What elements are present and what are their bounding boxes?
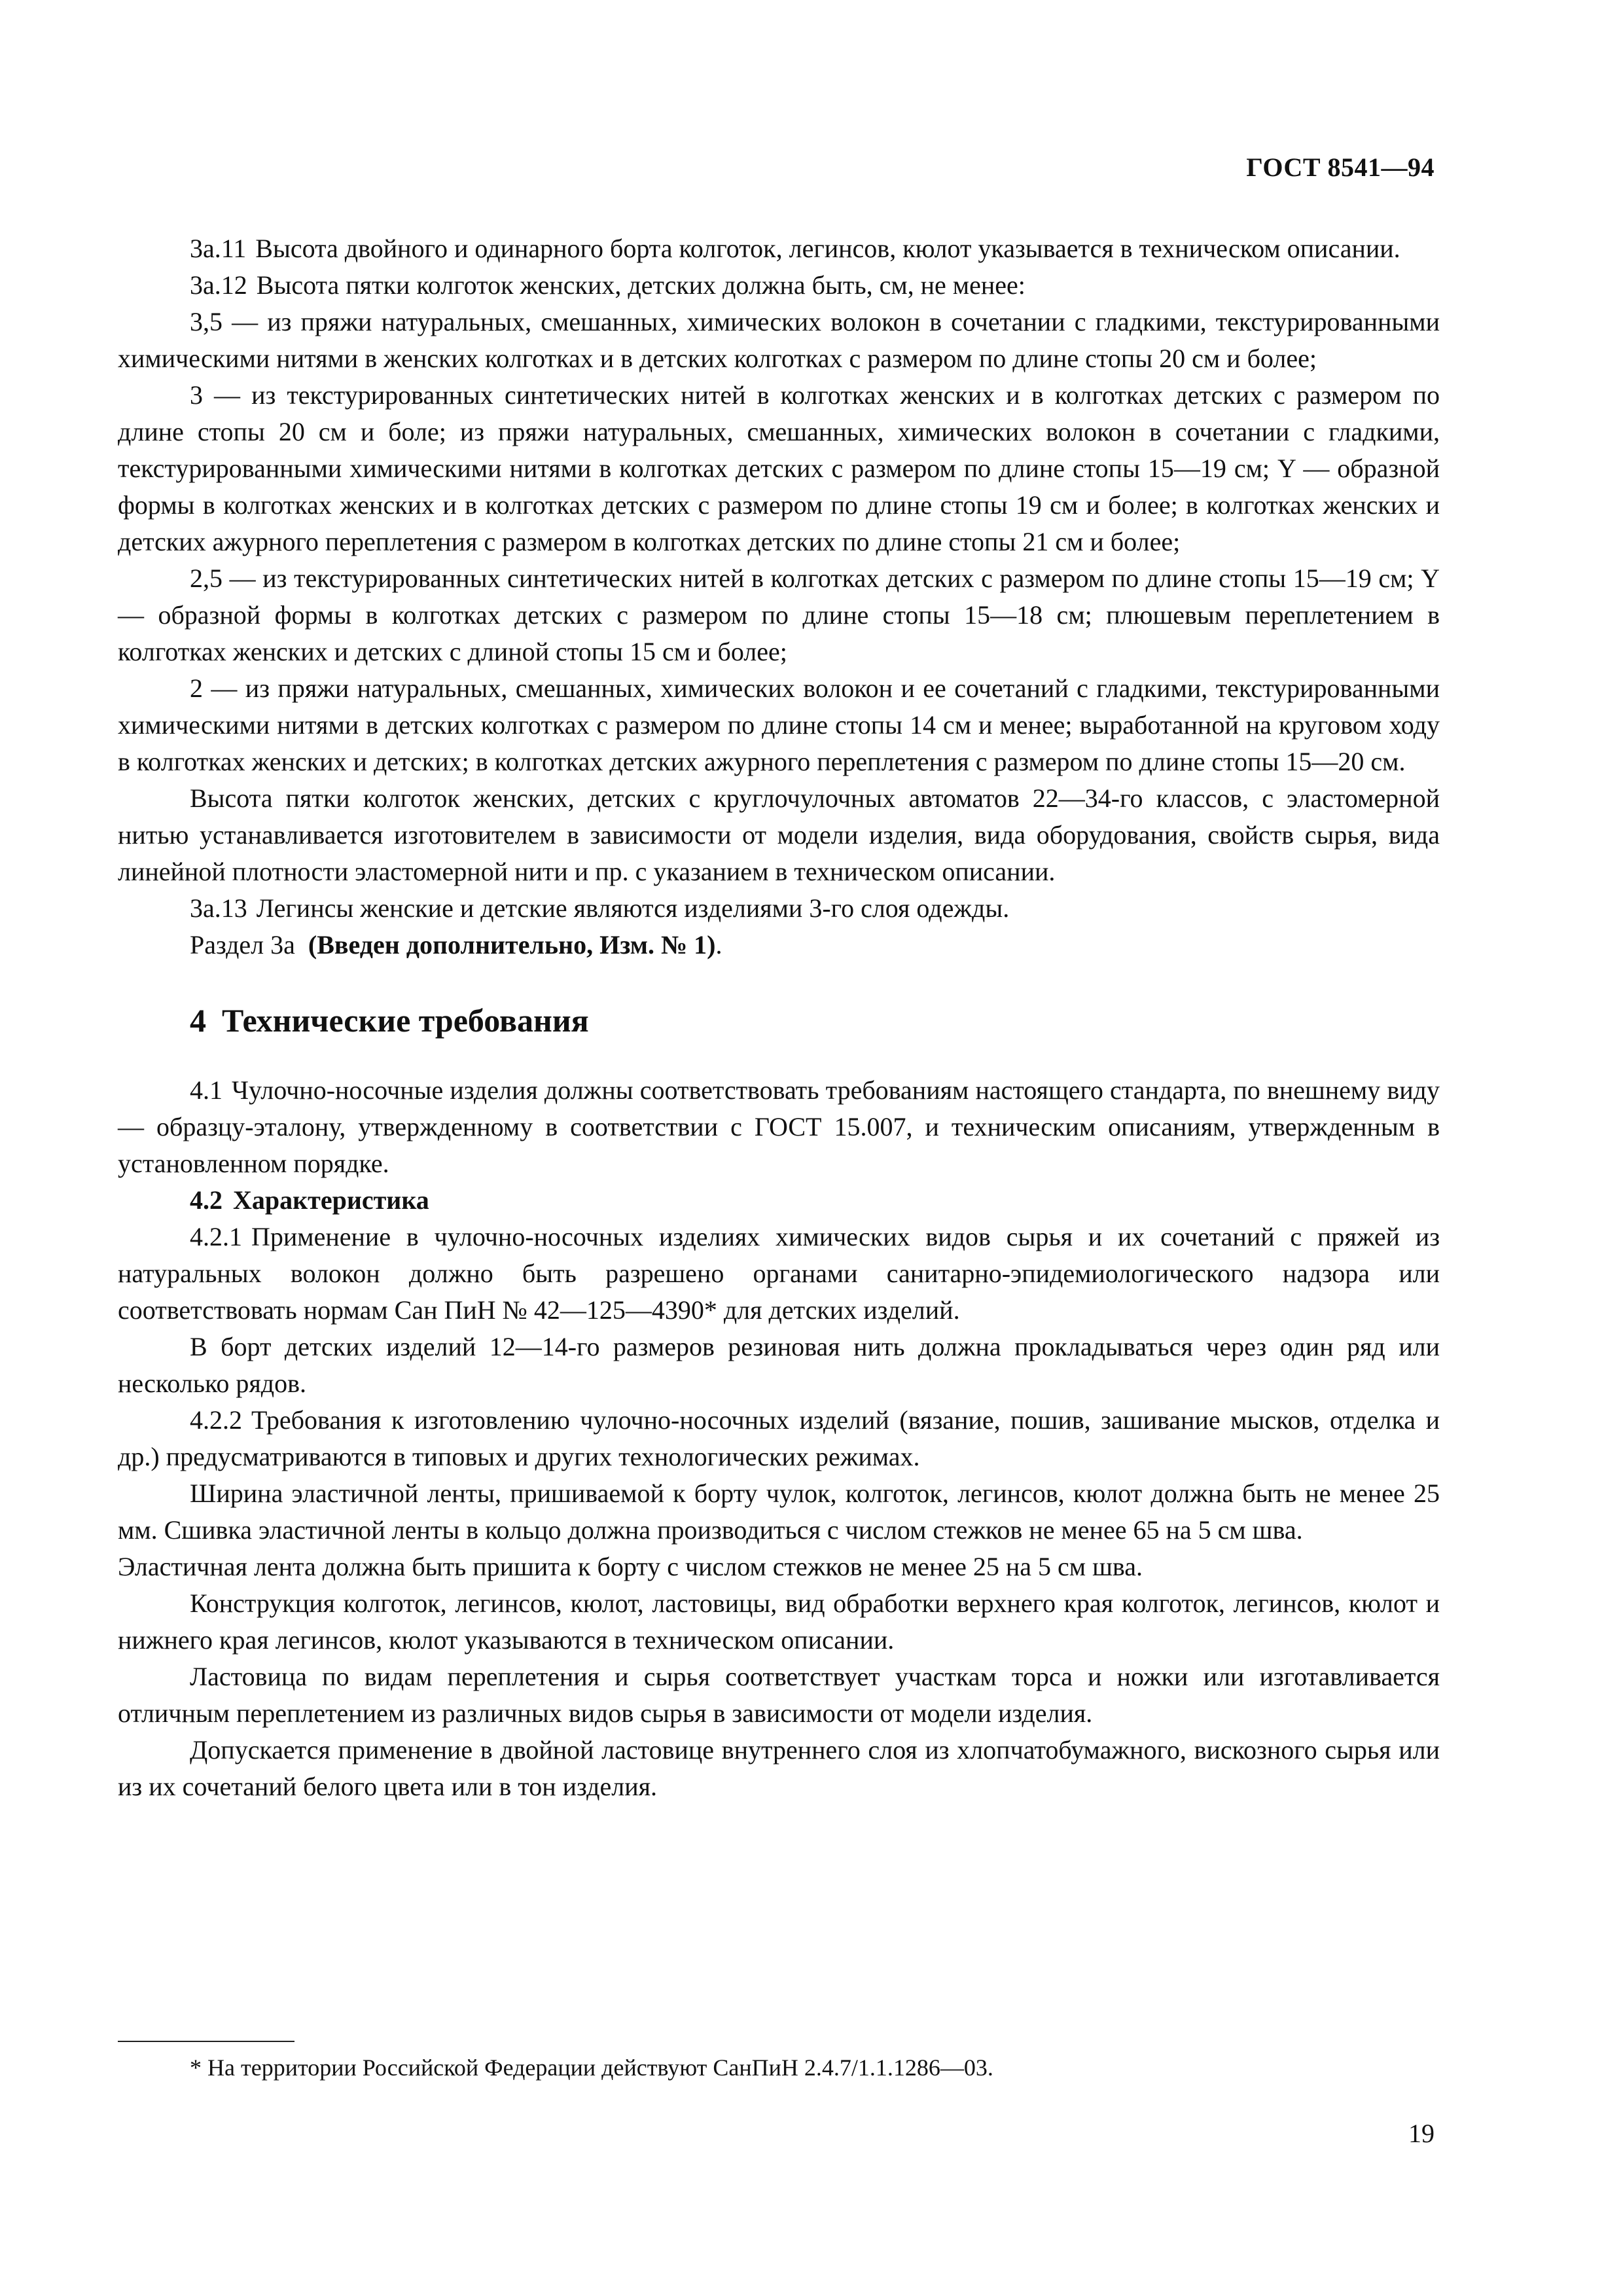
clause-text: Высота двойного и одинарного борта колготок, легинсов, кюлот указывается в техническом описании. [255,234,1400,263]
gusset-paragraph: Ластовица по видам переплетения и сырья соответствует участкам торса и ножки или изготавливается отличным переплетением из различных видов сырья в зависимости от модели изделия. [118,1662,1440,1728]
clause-4-2-2 [118,1402,1440,1475]
elastic-tape-width-paragraph: Ширина эластичной ленты, пришиваемой к борту чулок, колготок, легинсов, кюлот должна быть не менее 25 мм. Сшивка эластичной ленты в кольцо должна производиться с числом стежков не менее 65 на 5 см шва. [118,1479,1440,1545]
clause-number: 4.2.1 [190,1222,242,1251]
note-suffix: . [715,930,722,960]
heel-height-automats: Высота пятки колготок женских, детских с круглочулочных автоматов 22—34-го классов, с эластомерной нитью устанавливается изготовителем в зависимости от модели изделия, вида оборудования, свойств сырья, вида линейной плотности эластомерной нити и пр. с указанием в техническом описании. [118,783,1440,886]
construction-paragraph: Конструкция колготок, легинсов, кюлот, ластовицы, вид обработки верхнего края колготок, легинсов, кюлот и нижнего края легинсов, кюлот указываются в техническом описании. [118,1588,1440,1655]
section-title: Технические требования [222,1002,589,1039]
clause-4-1 [118,1072,1440,1182]
clause-number: 3а.13 [190,893,247,923]
clause-text: Применение в чулочно-носочных изделиях химических видов сырья и их сочетаний с пряжей из натуральных волокон должно быть разрешено органами санитарно-эпидемиологического надзора или соответствовать нормам Сан ПиН № 42—125—4390* для детских изделий. [118,1222,1440,1325]
section-3a-note [118,927,1440,963]
page-content [118,230,1440,1805]
rubber-thread-paragraph: В борт детских изделий 12—14-го размеров резиновая нить должна прокладываться через один ряд или несколько рядов. [118,1332,1440,1398]
subsection-heading [118,1182,1440,1219]
clause-text: Высота пятки колготок женских, детских должна быть, см, не менее: [256,270,1026,300]
footnote-divider [118,2041,294,2042]
clause-text: Легинсы женские и детские являются изделиями 3-го слоя одежды. [256,893,1010,923]
note-text: Раздел 3а [190,930,295,960]
page-number: 19 [1408,2119,1435,2148]
clause-3a-12 [118,267,1440,304]
elastic-tape-stitch-paragraph: Эластичная лента должна быть пришита к борту с числом стежков не менее 25 на 5 см шва. [118,1552,1143,1581]
subsection-number: 4.2 [190,1185,223,1215]
clause-4-2-1 [118,1219,1440,1329]
section-number: 4 [190,1002,206,1039]
clause-number: 3а.11 [190,234,247,263]
subsection-title: Характеристика [233,1185,429,1215]
document-header: ГОСТ 8541—94 [1246,152,1435,182]
heel-height-2-5: 2,5 — из текстурированных синтетических нитей в колготках детских с размером по длине стопы 15—19 см; Y — образной формы в колготках детских с размером по длине стопы 15—18 см; плюшевым переплетением в колготках женских и детских с длиной стопы 15 см и более; [118,564,1440,666]
section-heading [118,997,1440,1043]
clause-text: Требования к изготовлению чулочно-носочных изделий (вязание, пошив, зашивание мысков, отделка и др.) предусматриваются в типовых и других технологических режимах. [118,1405,1440,1471]
heel-height-2: 2 — из пряжи натуральных, смешанных, химических волокон и ее сочетаний с гладкими, текстурированными химическими нитями в детских колготках с размером по длине стопы 14 см и менее; выработанной на круговом ходу в колготках женских и детских; в колготках детских ажурного переплетения с размером по длине стопы 15—20 см. [118,673,1440,776]
clause-text: Чулочно-носочные изделия должны соответствовать требованиям настоящего стандарта, по внешнему виду — образцу-эталону, утвержденному в соответствии с ГОСТ 15.007, и техническим описаниям, утвержденным в установленном порядке. [118,1075,1440,1178]
footnote: * На территории Российской Федерации действуют СанПиН 2.4.7/1.1.1286—03. [190,2054,993,2081]
clause-3a-13 [118,890,1440,927]
heel-height-3-5: 3,5 — из пряжи натуральных, смешанных, химических волокон в сочетании с гладкими, текстурированными химическими нитями в женских колготках и в детских колготках с размером по длине стопы 20 см и более; [118,307,1440,373]
amendment-note: (Введен дополнительно, Изм. № 1) [308,930,716,960]
clause-number: 4.2.2 [190,1405,242,1435]
clause-3a-11 [118,230,1440,267]
clause-number: 4.1 [190,1075,223,1105]
clause-number: 3а.12 [190,270,247,300]
heel-height-3: 3 — из текстурированных синтетических нитей в колготках женских и в колготках детских с размером по длине стопы 20 см и боле; из пряжи натуральных, смешанных, химических волокон в сочетании с гладкими, текстурированными химическими нитями в колготках детских с размером по длине стопы 15—19 см; Y — образной формы в колготках женских и в колготках детских с размером по длине стопы 19 см и более; в колготках женских и детских ажурного переплетения с размером в колготках детских по длине стопы 21 см и более; [118,380,1440,556]
double-gusset-paragraph: Допускается применение в двойной ластовице внутреннего слоя из хлопчатобумажного, вискозного сырья или из их сочетаний белого цвета или в тон изделия. [118,1735,1440,1801]
